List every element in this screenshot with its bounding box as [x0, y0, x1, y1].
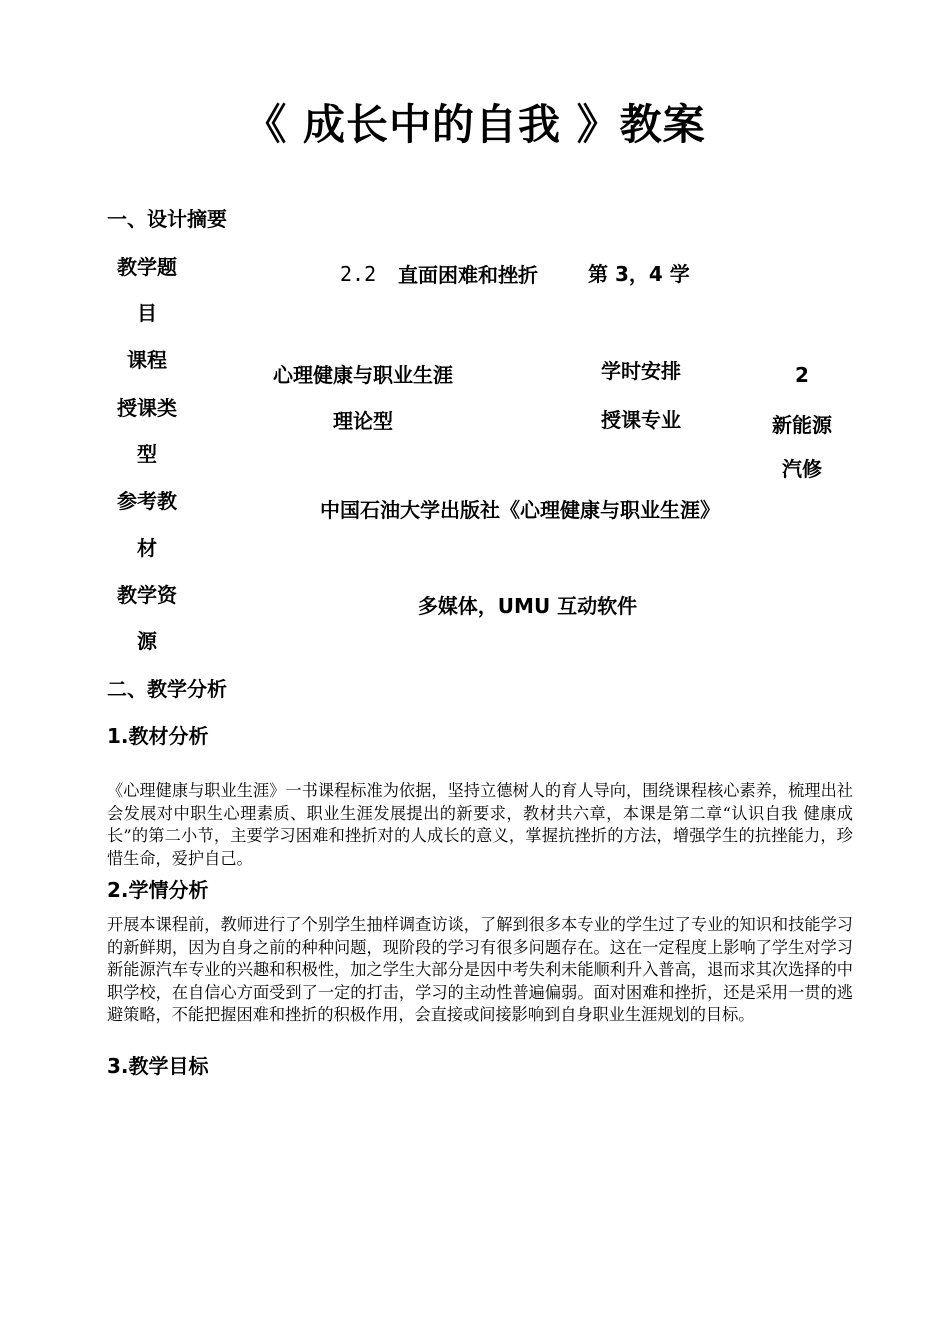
resource-label-line2: 源: [137, 629, 157, 653]
textbook-label-line1: 参考教: [117, 489, 177, 513]
type-value: 理论型: [333, 409, 393, 433]
topic-period: 第 3，4 学: [588, 262, 690, 286]
subheading-textbook-analysis: 1.教材分析: [107, 724, 209, 748]
student-analysis-text: 开展本课程前，教师进行了个别学生抽样调查访谈，了解到很多本专业的学生过了专业的知识和技能学习的新鲜期，因为自身之前的种种问题，现阶段的学习有很多问题存在。这在一定程度上影响了学生对学习新能源汽车专业的兴趣和积极性，加之学生大部分是因中考失利未能顺利升入普高，退而求其次选择的中职学校，在自信心方面受到了一定的打击，学习的主动性普遍偏弱。面对困难和挫折，还是采用一贯的逃避策略，不能把握困难和挫折的积极作用，会直接或间接影响到自身职业生涯规划的目标。: [107, 915, 853, 1024]
textbook-analysis-text: 《心理健康与职业生涯》一书课程标准为依据，坚持立德树人的育人导向，围绕课程核心素养，梳理出社会发展对中职生心理素质、职业生涯发展提出的新要求，教材共六章，本课是第二章“认识自我 健康成长”的第二小节，主要学习困难和挫折对的人成长的意义，掌握抗挫折的方法，增强学生的抗挫能力，珍惜生命，爱护自己。: [107, 781, 853, 868]
textbook-value: 中国石油大学出版社《心理健康与职业生涯》: [320, 498, 720, 522]
textbook-label-line2: 材: [137, 536, 157, 560]
type-label-line2: 型: [137, 442, 157, 466]
subheading-student-analysis: 2.学情分析: [107, 878, 209, 902]
section-heading-summary: 一、设计摘要: [107, 207, 227, 231]
hours-value: 2: [795, 363, 809, 387]
topic-value: 直面困难和挫折: [398, 263, 538, 287]
hours-label: 学时安排: [601, 359, 681, 383]
resource-label-line1: 教学资: [117, 583, 177, 607]
subheading-teaching-goals: 3.教学目标: [107, 1054, 209, 1078]
topic-number: 2.2: [340, 262, 377, 286]
major-value-line2: 汽修: [782, 457, 822, 481]
topic-label-line1: 教学题: [117, 255, 177, 279]
type-label-line1: 授课类: [117, 396, 177, 420]
major-value-line1: 新能源: [772, 413, 832, 437]
resource-value: 多媒体，UMU 互动软件: [417, 594, 638, 618]
section-heading-analysis: 二、教学分析: [107, 677, 227, 701]
major-label: 授课专业: [601, 408, 681, 432]
page-title: 《 成长中的自我 》教案: [244, 100, 706, 149]
course-label: 课程: [127, 348, 167, 372]
topic-label-line2: 目: [137, 301, 157, 325]
course-value: 心理健康与职业生涯: [273, 363, 453, 387]
